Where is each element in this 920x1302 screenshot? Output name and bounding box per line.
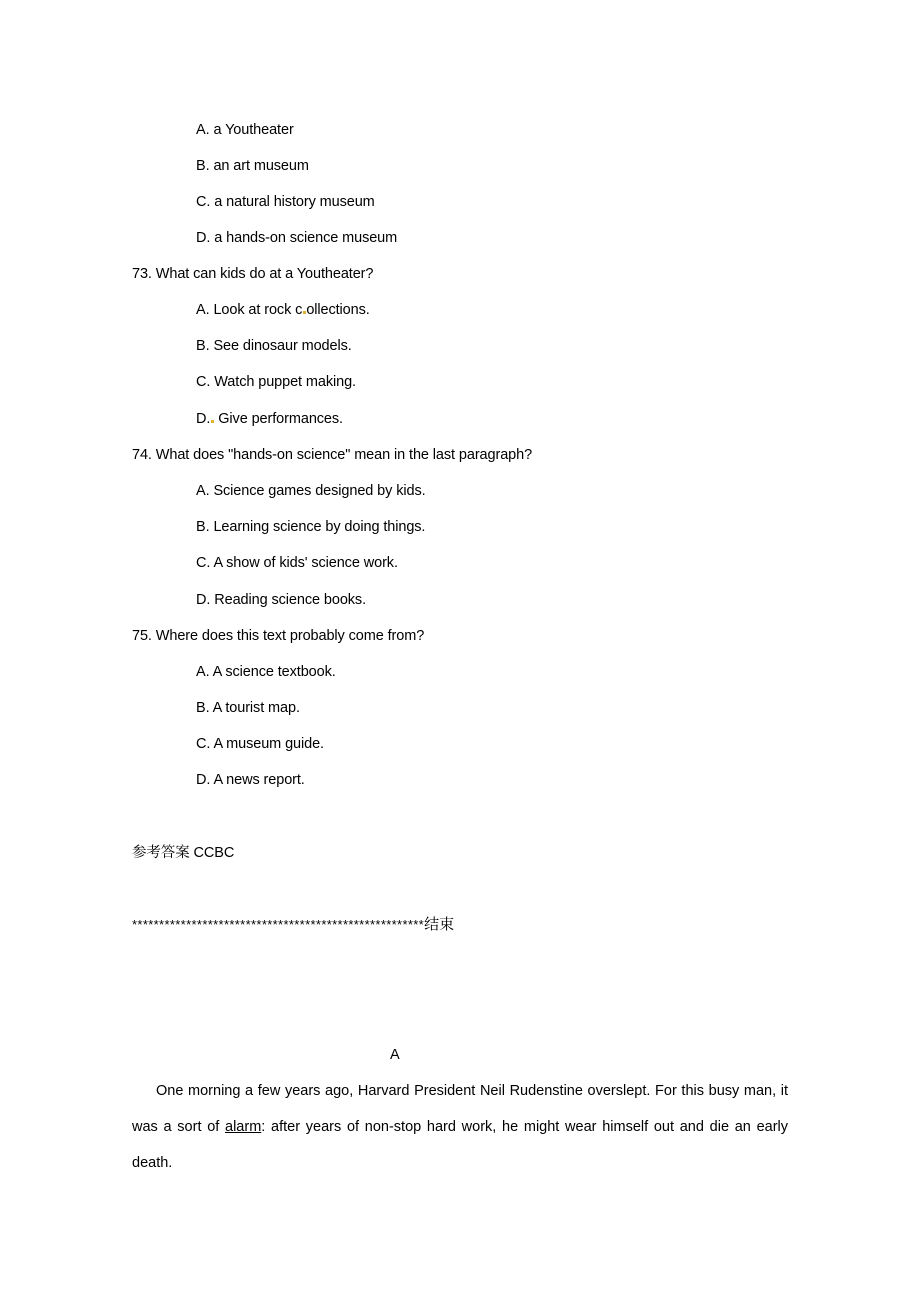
section-label: A xyxy=(390,1047,400,1063)
option-text: A show of kids' science work. xyxy=(213,555,398,571)
option-label: D. xyxy=(196,411,211,427)
option-text: See dinosaur models. xyxy=(213,338,352,354)
option-text: a Youtheater xyxy=(213,122,294,138)
option-label: D. xyxy=(196,592,211,608)
option-text: a hands-on science museum xyxy=(214,230,398,246)
option-text: A news report. xyxy=(213,772,305,788)
answer-key: 参考答案 CCBC xyxy=(132,845,235,861)
option-text: Watch puppet making. xyxy=(214,374,356,390)
q75-question: 75. Where does this text probably come from? xyxy=(132,628,425,644)
q73-question: 73. What can kids do at a Youtheater? xyxy=(132,266,374,282)
option-label: B. xyxy=(196,338,210,354)
option-label: D. xyxy=(196,772,211,788)
q75-option-c xyxy=(196,735,324,753)
option-text: Learning science by doing things. xyxy=(213,519,426,535)
q72-option-d xyxy=(196,229,397,247)
q74-option-b xyxy=(196,518,425,536)
option-label: A. xyxy=(196,483,210,499)
option-label: A. xyxy=(196,302,210,318)
q73-option-b xyxy=(196,337,352,355)
q73-option-c xyxy=(196,373,356,391)
separator-stars: ****************************************************** xyxy=(132,917,425,932)
q74-option-c xyxy=(196,554,398,572)
option-label: A. xyxy=(196,664,210,680)
option-text: ollections. xyxy=(306,302,370,318)
option-text: A museum guide. xyxy=(213,736,324,752)
option-text: Give performances. xyxy=(218,411,343,427)
q75-option-a xyxy=(196,663,336,681)
end-separator xyxy=(132,916,454,934)
option-text: Look at rock c xyxy=(213,302,303,318)
option-label: C. xyxy=(196,374,211,390)
option-text: Reading science books. xyxy=(214,592,367,608)
end-label: 结束 xyxy=(424,916,455,933)
option-label: B. xyxy=(196,700,210,716)
passage-paragraph xyxy=(132,1073,788,1181)
q74-option-d xyxy=(196,591,366,609)
q74-question: 74. What does "hands-on science" mean in the last paragraph? xyxy=(132,447,533,463)
option-label: B. xyxy=(196,158,210,174)
option-label: C. xyxy=(196,736,211,752)
option-label: A. xyxy=(196,122,210,138)
option-text: an art museum xyxy=(213,158,309,174)
underlined-word: alarm xyxy=(225,1119,262,1135)
option-text: a natural history museum xyxy=(214,194,375,210)
option-label: B. xyxy=(196,519,210,535)
q72-option-a xyxy=(196,121,294,139)
edit-mark-icon xyxy=(211,420,214,423)
q75-option-d xyxy=(196,771,305,789)
q73-option-a xyxy=(196,301,370,319)
option-label: D. xyxy=(196,230,211,246)
q75-option-b xyxy=(196,699,300,717)
q72-option-b xyxy=(196,157,309,175)
option-text: Science games designed by kids. xyxy=(213,483,426,499)
option-text: A science textbook. xyxy=(212,664,336,680)
option-label: C. xyxy=(196,555,211,571)
q72-option-c xyxy=(196,193,375,211)
passage-text: : after years of non-stop hard work, he might wear himself out and die an early death. xyxy=(132,1119,789,1171)
option-text: A tourist map. xyxy=(212,700,300,716)
passage-text: One morning a few years ago, Harvard President Neil Rudenstine overslept. For this busy man, it was a sort of xyxy=(132,1083,788,1135)
q73-option-d xyxy=(196,410,343,428)
q74-option-a xyxy=(196,482,426,500)
option-label: C. xyxy=(196,194,211,210)
